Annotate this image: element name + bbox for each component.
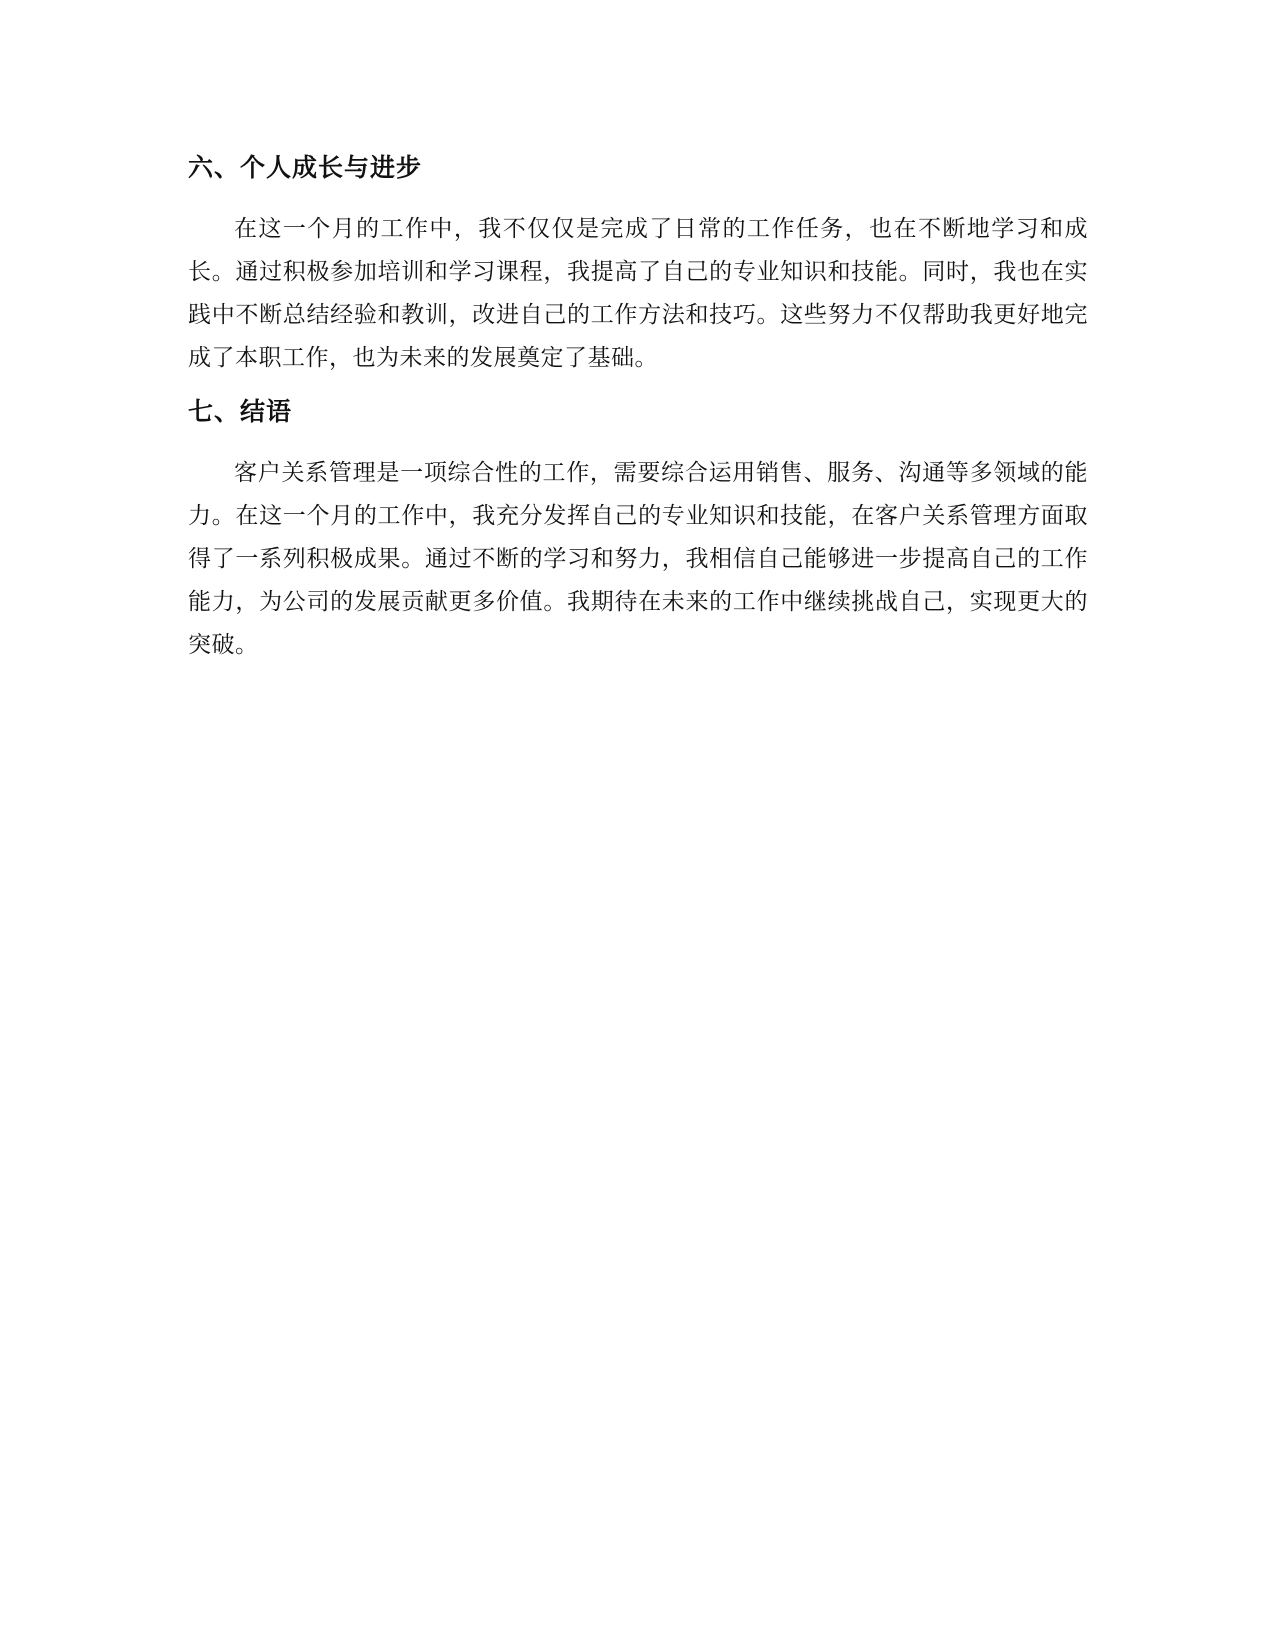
section-heading-conclusion: 七、结语 — [188, 397, 293, 426]
paragraph-conclusion: 客户关系管理是一项综合性的工作，需要综合运用销售、服务、沟通等多领域的能力。在这一个月的工作中，我充分发挥自己的专业知识和技能，在客户关系管理方面取得了一系列积极成果。通过不断的学习和努力，我相信自己能够进一步提高自己的工作能力，为公司的发展贡献更多价值。我期待在未来的工作中继续挑战自己，实现更大的突破。 — [188, 460, 1088, 658]
document-page — [188, 140, 1088, 667]
paragraph-personal-growth: 在这一个月的工作中，我不仅仅是完成了日常的工作任务，也在不断地学习和成长。通过积极参加培训和学习课程，我提高了自己的专业知识和技能。同时，我也在实践中不断总结经验和教训，改进自己的工作方法和技巧。这些努力不仅帮助我更好地完成了本职工作，也为未来的发展奠定了基础。 — [188, 216, 1088, 371]
section-heading-personal-growth: 六、个人成长与进步 — [188, 153, 423, 182]
